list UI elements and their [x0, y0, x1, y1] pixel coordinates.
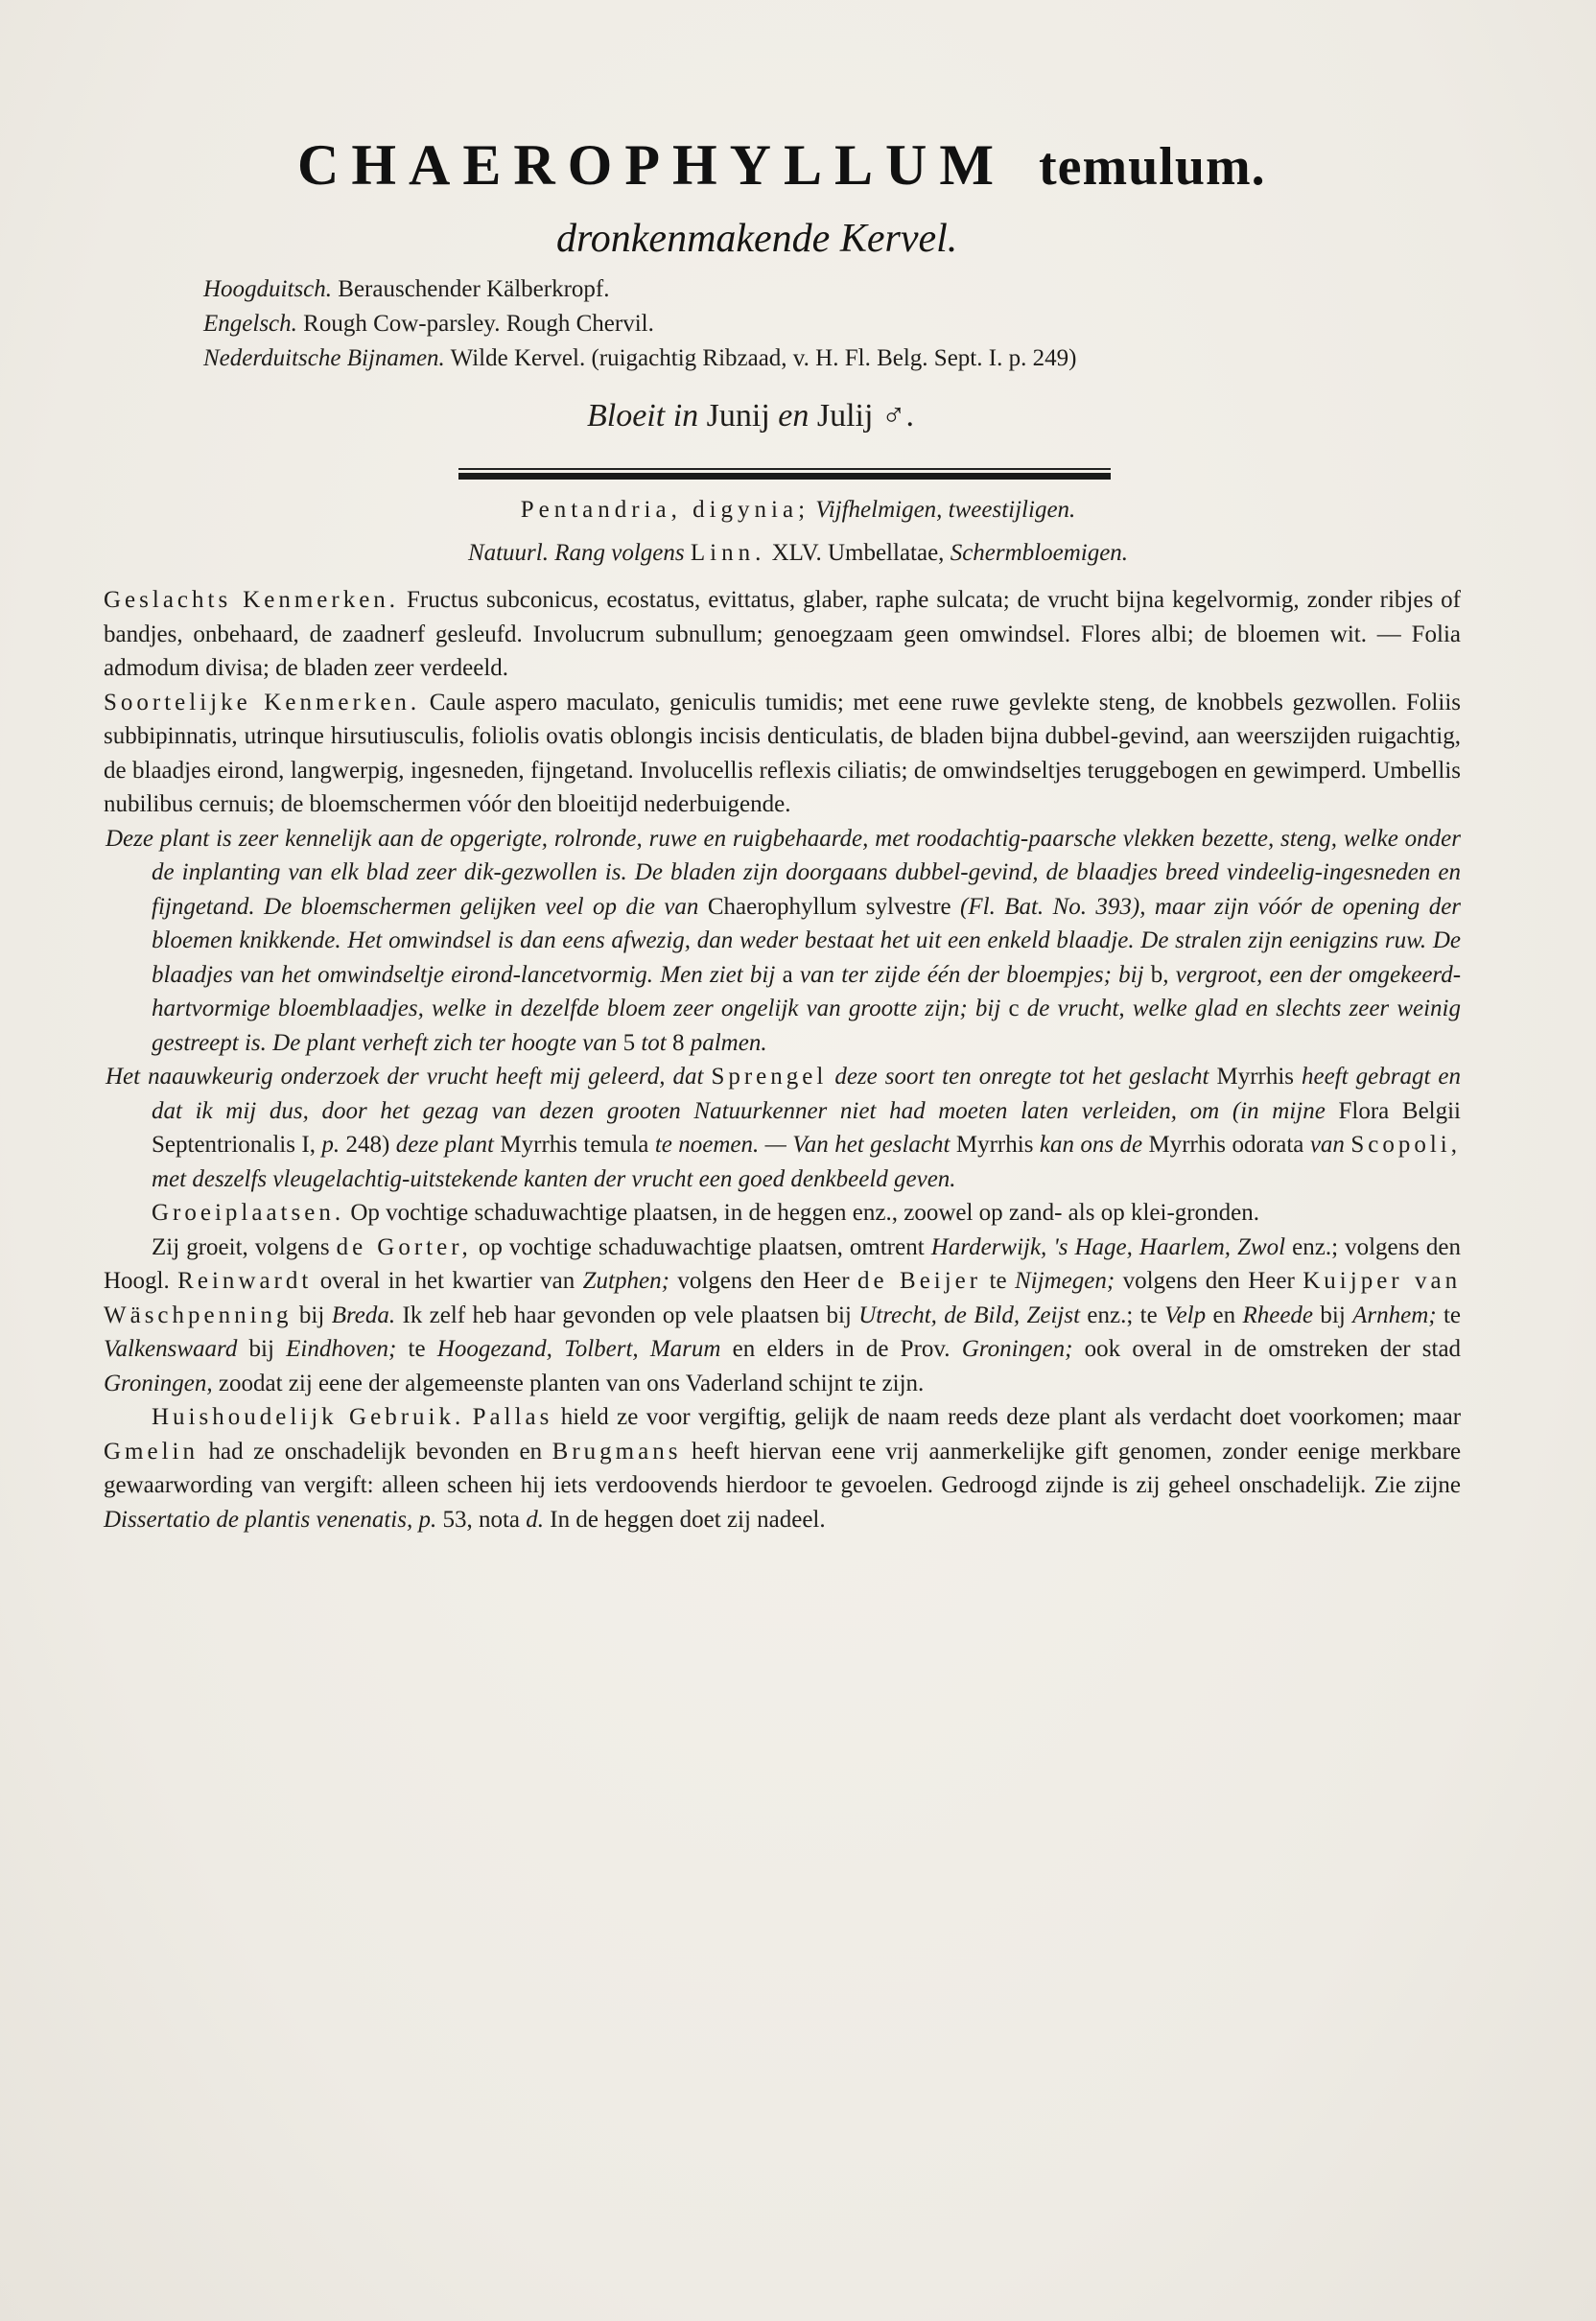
- note-letter: d.: [526, 1506, 544, 1533]
- place-names: Rheede: [1242, 1301, 1314, 1328]
- text: en elders in de Prov.: [732, 1336, 951, 1362]
- text: overal in het kwartier van: [319, 1268, 575, 1294]
- author-name: Pallas: [472, 1404, 553, 1430]
- classification-line-1: [0, 497, 1596, 524]
- species-reference: Chaerophyllum sylvestre: [707, 893, 951, 920]
- dutch-name: dronkenmakende Kervel.: [556, 217, 958, 261]
- book-title: Flora Belgii Septentrionalis I,: [152, 1097, 1462, 1158]
- note-text: deze soort ten onregte tot het geslacht: [834, 1064, 1209, 1090]
- place-names: Arnhem;: [1352, 1301, 1437, 1328]
- author-name: Reinwardt: [177, 1268, 313, 1294]
- lang-label: Engelsch.: [203, 311, 297, 337]
- note-paragraph-1: [104, 822, 1461, 1061]
- number: 8: [671, 1029, 685, 1056]
- note-text: de vrucht, welke glad en slechts zeer weinig gestreept is. De plant verheft zich ter hoogte van: [152, 996, 1461, 1056]
- text: had ze onschadelijk bevonden en: [208, 1438, 543, 1465]
- place-names: Nijmegen;: [1015, 1268, 1115, 1294]
- text: hield ze voor vergiftig, gelijk de naam reeds deze plant als verdacht doet voorkomen; maar: [560, 1404, 1462, 1430]
- author-name: de Beijer: [857, 1268, 982, 1294]
- note-text: Het naauwkeurig onderzoek der vrucht heeft mij geleerd, dat: [106, 1064, 704, 1090]
- text: heeft hiervan eene vrij aanmerkelijke gift genomen, zonder eenige merkbare gewaarwording van vergift: alleen scheen hij iets verdoovends hierdoor te gevoelen. Gedroogd zijnde is zij geheel onschadelijk. Zie zijne: [104, 1438, 1462, 1498]
- text: volgens den Heer: [677, 1268, 850, 1294]
- localities-paragraph: [104, 1231, 1461, 1401]
- text: bij: [248, 1336, 274, 1362]
- book-title: Dissertatio de plantis venenatis,: [104, 1506, 413, 1533]
- bloom-prefix: Bloeit in: [587, 398, 699, 434]
- note-text: heeft gebragt en dat ik mij dus, door het gezag van dezen grooten Natuurkenner niet had moeten laten verleiden, om (in mijne: [152, 1064, 1462, 1124]
- species-name: Myrrhis odorata: [1148, 1132, 1304, 1158]
- note-text: van: [1309, 1132, 1345, 1158]
- place-names: Eindhoven;: [286, 1336, 397, 1362]
- author-name: Brugmans: [552, 1438, 682, 1465]
- section-text: Fructus subconicus, ecostatus, evittatus, glaber, raphe sulcata; de vrucht bijna kegelvormig, zonder ribjes of bandjes, onbehaard, de zaadnerf gesleufd. Involucrum subnullum; genoegzaam geen omwindsel. Flores albi; de bloemen wit. — Folia admodum divisa; de bladen zeer verdeeld.: [104, 587, 1462, 681]
- name-row-dutch: [203, 345, 1402, 380]
- economic-use-paragraph: [104, 1400, 1461, 1536]
- note-text: (Fl. Bat. No. 393), maar zijn vóór de opening der bloemen knikkende. Het omwindsel is dan eens afwezig, dan weder bestaat het uit een enkeld blaadje. De stralen zijn eenigzins ruw. De blaadjes van het omwindseltje eirond-lancetvormig. Men ziet bij: [152, 893, 1462, 988]
- habitat-paragraph: [104, 1196, 1461, 1231]
- divider-thick-line: [458, 473, 1111, 480]
- place-names: Velp: [1164, 1301, 1207, 1328]
- author-name: Scopoli,: [1350, 1132, 1461, 1158]
- text: volgens den Heer: [1122, 1268, 1295, 1294]
- place-names: Hoogezand, Tolbert, Marum: [436, 1336, 721, 1362]
- bloom-period: [587, 398, 914, 434]
- bloom-month-2: Julij: [816, 398, 874, 434]
- text: te: [989, 1268, 1007, 1294]
- text: Zij groeit, volgens: [152, 1233, 330, 1260]
- page-number: 248): [345, 1132, 390, 1158]
- classification-line-2: [0, 540, 1596, 567]
- number: 5: [622, 1029, 636, 1056]
- note-text: p.: [321, 1132, 340, 1158]
- note-text: te noemen. — Van het geslacht: [654, 1132, 951, 1158]
- text: Ik zelf heb haar gevonden op vele plaatsen bij: [402, 1301, 852, 1328]
- note-text: met deszelfs vleugelachtig-uitstekende kanten der vrucht een goed denkbeeld geven.: [152, 1165, 956, 1192]
- section-label: Groeiplaatsen.: [152, 1200, 345, 1226]
- name-text: Berauschender Kälberkropf.: [338, 276, 610, 302]
- natural-rank-author: Linn.: [690, 540, 766, 566]
- text: bij: [1320, 1301, 1346, 1328]
- bloom-connector: en: [778, 398, 810, 434]
- place-names: Groningen,: [104, 1370, 213, 1396]
- place-names: Zutphen;: [582, 1268, 669, 1294]
- genus-name: Myrrhis: [955, 1132, 1034, 1158]
- figure-letter: b: [1150, 961, 1163, 988]
- place-names: Valkenswaard: [104, 1336, 238, 1362]
- species-name: Myrrhis temula: [500, 1132, 649, 1158]
- title-genus: CHAEROPHYLLUM: [297, 133, 1006, 197]
- note-text: tot: [641, 1029, 667, 1056]
- section-label: Soortelijke Kenmerken.: [104, 689, 421, 715]
- text: bij: [298, 1301, 325, 1328]
- note-text: kan ons de: [1039, 1132, 1143, 1158]
- author-name: Sprengel: [711, 1064, 828, 1090]
- name-row-german: [203, 276, 1402, 311]
- text: In de heggen doet zij nadeel.: [550, 1506, 826, 1533]
- text: en: [1212, 1301, 1236, 1328]
- bloom-month-1: Junij: [706, 398, 770, 434]
- note-paragraph-2: [104, 1060, 1461, 1196]
- section-label: Huishoudelijk Gebruik.: [152, 1404, 465, 1430]
- note-text: Deze plant is zeer kennelijk aan de opgerigte, rolronde, ruwe en ruigbehaarde, met roodachtig-paarsche vlekken bezette, steng, welke onder de inplanting van elk blad zeer dik-gezwollen is. De bladen zijn doorgaans dubbel-gevind, de blaadjes breed vindeelig-ingesneden en fijngetand. De bloemschermen gelijken veel op die van: [106, 825, 1461, 920]
- note-text: , vergroot, een der omgekeerd-hartvormige bloemblaadjes, welke in dezelfde bloem zeer ongelijk van grootte zijn; bij: [152, 961, 1462, 1021]
- male-symbol-icon: ♂.: [880, 398, 914, 434]
- section-text: Caule aspero maculato, geniculis tumidis; met eene ruwe gevlekte steng, de knobbels gezwollen. Foliis subbipinnatis, utrinque hirsutiusculis, foliolis ovatis oblongis incisis denticulatis, de bladen bijna dubbel-gevind, aan weerszijden ruigachtig, de blaadjes eirond, langwerpig, ingesneden, fijngetand. Involucellis reflexis ciliatis; de omwindseltjes teruggebogen en gewimperd. Umbellis nubilibus cernuis; de bloemschermen vóór den bloeitijd nederbuigende.: [104, 689, 1461, 817]
- natural-rank-dutch: Schermbloemigen.: [950, 540, 1129, 566]
- note-text: palmen.: [690, 1029, 767, 1056]
- lang-label: Hoogduitsch.: [203, 276, 333, 302]
- text: zoodat zij eene der algemeenste planten van ons Vaderland schijnt te zijn.: [218, 1370, 925, 1396]
- divider-rule: [458, 468, 1111, 481]
- section-label: Geslachts Kenmerken.: [104, 587, 400, 613]
- name-text: Rough Cow-parsley. Rough Chervil.: [303, 311, 654, 337]
- note-text: van ter zijde één der bloempjes; bij: [799, 961, 1144, 988]
- section-text: Op vochtige schaduwachtige plaatsen, in de heggen enz., zoowel op zand- als op klei-gronden.: [350, 1200, 1259, 1226]
- page-title: [297, 132, 1295, 199]
- figure-letter: c: [1008, 996, 1020, 1021]
- place-names: Breda.: [331, 1301, 396, 1328]
- title-species: temulum.: [1039, 137, 1266, 197]
- description-body: [104, 583, 1461, 1536]
- text: te: [408, 1336, 426, 1362]
- linnaean-class: Pentandria, digynia;: [520, 497, 810, 523]
- place-names: Groningen;: [961, 1336, 1073, 1362]
- natural-rank-value: XLV. Umbellatae,: [771, 540, 945, 566]
- text: ook overal in de omstreken der stad: [1084, 1336, 1462, 1362]
- lang-label: Nederduitsche Bijnamen.: [203, 345, 445, 371]
- name-text: Wilde Kervel. (ruigachtig Ribzaad, v. H. Fl. Belg. Sept. I. p. 249): [450, 345, 1077, 371]
- author-name: Gmelin: [104, 1438, 199, 1465]
- figure-letter: a: [782, 961, 793, 988]
- place-names: Utrecht, de Bild, Zeijst: [858, 1301, 1081, 1328]
- genus-characters: [104, 583, 1461, 686]
- author-name: de Gorter,: [336, 1233, 472, 1260]
- natural-rank-label: Natuurl. Rang volgens: [467, 540, 685, 566]
- note-text: deze plant: [395, 1132, 494, 1158]
- divider-thin-line: [458, 468, 1111, 470]
- genus-name: Myrrhis: [1216, 1064, 1295, 1090]
- text: enz.; te: [1087, 1301, 1158, 1328]
- text: p.: [418, 1506, 437, 1533]
- linnaean-class-dutch: Vijfhelmigen, tweestijligen.: [815, 497, 1076, 523]
- text: 53, nota: [442, 1506, 520, 1533]
- text: enz.; volgens den Hoogl.: [104, 1233, 1462, 1294]
- text: te: [1443, 1301, 1462, 1328]
- author-name: Kuijper van Wäschpenning: [104, 1268, 1462, 1328]
- species-characters: [104, 686, 1461, 822]
- vernacular-names: [203, 276, 1402, 380]
- name-row-english: [203, 311, 1402, 345]
- text: op vochtige schaduwachtige plaatsen, omtrent: [478, 1233, 925, 1260]
- place-names: Harderwijk, 's Hage, Haarlem, Zwol: [930, 1233, 1286, 1260]
